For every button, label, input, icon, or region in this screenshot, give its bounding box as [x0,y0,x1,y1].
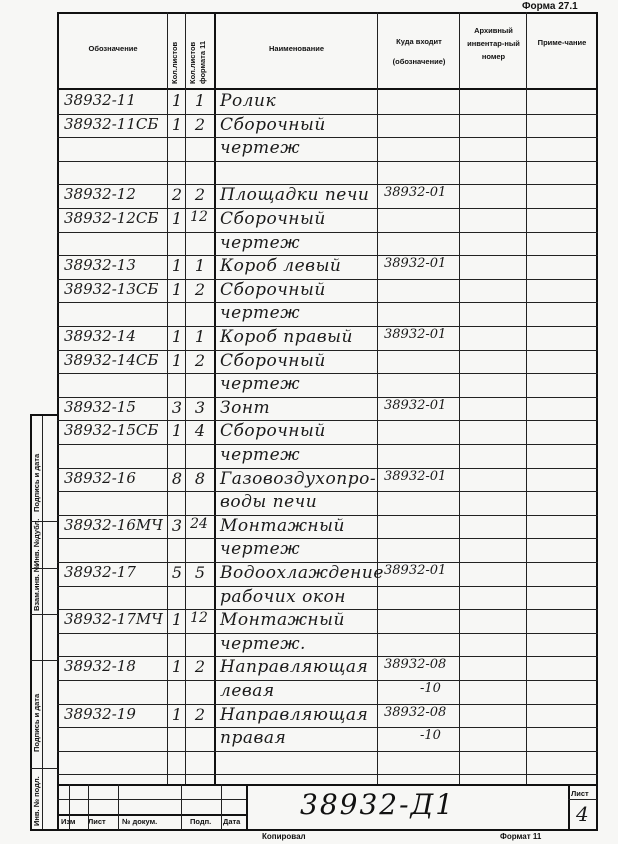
row-line [57,444,598,445]
row-sheets: 5 [171,563,183,582]
header-sheets: Кол.листов [170,41,179,84]
row-line [57,302,598,303]
col-line-6 [526,12,527,784]
row-designation: 38932-11СБ [64,114,159,133]
row-line [57,538,598,539]
header-bottom-line [57,88,598,90]
row-format-sheets: 2 [194,704,206,724]
row-sheets: 1 [171,350,183,370]
row-name: Короб правый [220,327,353,347]
margin-repl-inv: Взам.инв. № [32,563,41,611]
row-designation: 38932-19 [64,704,136,723]
row-line [57,727,598,728]
margin-inv-orig: Инв. № подл. [32,776,41,826]
tb-col-4 [181,784,182,830]
tb-col-7 [568,784,570,830]
row-sheets: 1 [171,114,183,134]
row-line [57,751,598,752]
row-format-sheets: 2 [194,185,206,205]
row-line [57,633,598,634]
col-line-4 [377,12,378,784]
row-line [57,232,598,233]
row-sheets: 1 [171,704,183,724]
frame-top [57,12,598,14]
row-designation: 38932-17МЧ [64,610,163,629]
row-name: чертеж [220,539,301,560]
header-used-in: Куда входит (обозначение) [392,37,446,66]
row-sheets: 1 [171,279,183,299]
frame-bottom [57,829,598,831]
margin-sep-3 [30,614,58,615]
row-format-sheets: 2 [194,350,206,370]
row-format-sheets: 2 [194,114,206,134]
row-name: Сборочный [220,114,326,135]
row-sheets: 1 [171,91,183,110]
margin-inv-dup: Инв. №дубл. [32,518,41,566]
row-name: Направляющая [220,704,369,725]
row-name: Газовоздухопро- [220,468,377,489]
row-used-in: 38932-01 [384,256,447,272]
row-name: Сборочный [220,350,326,371]
header-note: Приме-чание [537,38,587,47]
row-used-in: 38932-01 [384,185,447,201]
row-designation: 38932-14 [64,327,136,345]
row-name: Сборочный [220,209,326,229]
row-name: Направляющая [220,657,369,678]
row-designation: 38932-11 [64,91,136,109]
row-line [57,397,598,398]
row-line [57,137,598,138]
row-sheets: 1 [171,327,183,346]
row-sheets: 2 [171,185,183,205]
footer-format: Формат 11 [500,832,542,841]
row-name: Площадки печи [220,185,370,206]
row-name: Сборочный [220,421,326,442]
title-block-top [57,784,598,786]
header-name: Наименование [268,44,325,53]
tb-label-docnum: № докум. [122,817,158,826]
row-name: рабочих окон [220,586,346,607]
row-used-in: 38932-01 [384,563,447,578]
row-name: воды печи [220,492,318,513]
sheet-label: Лист [571,789,589,798]
tb-label-date: Дата [223,817,241,826]
row-sheets: 1 [171,209,183,228]
row-sheets: 8 [171,468,183,488]
footer-copied: Копировал [262,832,306,841]
row-designation: 38932-16 [64,468,136,487]
row-designation: 38932-14СБ [64,350,159,369]
row-used-in: 38932-01 [384,397,447,413]
row-designation: 38932-13 [64,256,136,275]
row-format-sheets: 4 [194,421,206,441]
row-name: чертеж [220,232,301,253]
margin-sig-date-2: Подпись и дата [32,693,41,752]
sheet-number: 4 [576,802,589,826]
row-format-sheets: 1 [194,91,206,110]
row-name: Водоохлаждение [220,563,384,583]
form-label: Форма 27.1 [522,1,578,12]
margin-sig-date-1: Подпись и дата [32,453,41,512]
row-name: чертеж [220,303,301,324]
row-used-in: 38932-08 [384,704,447,720]
row-sheets: 1 [171,657,183,677]
row-line [57,680,598,681]
row-used-in: -10 [420,681,441,696]
margin-sep-5 [30,768,58,769]
col-line-3 [214,12,216,784]
row-designation: 38932-18 [64,657,136,676]
row-name: чертеж [220,445,301,465]
row-sheets: 1 [171,421,183,441]
tb-col-5 [221,784,222,830]
col-line-5 [459,12,460,784]
tb-sheet-sep [568,799,597,800]
row-format-sheets: 1 [194,256,206,276]
row-format-sheets: 2 [194,279,206,299]
row-sheets: 1 [171,256,183,276]
row-used-in: 38932-08 [384,657,447,673]
row-designation: 38932-15СБ [64,421,159,440]
row-name: чертеж. [220,633,306,654]
row-line [57,491,598,492]
header-format: Кол.листов [188,41,197,84]
row-designation: 38932-15 [64,397,136,416]
row-sheets: 3 [171,397,183,417]
row-line [57,161,598,162]
title-block-mid-2 [57,814,247,816]
row-format-sheets: 1 [194,327,206,346]
margin-sep-4 [30,660,58,661]
row-name: Короб левый [220,256,342,277]
tb-col-3 [118,784,119,830]
header-archive: Архивный инвентар-ный номер [467,26,520,61]
row-used-in: 38932-01 [384,468,447,484]
row-name: чертеж [220,374,301,395]
row-format-sheets: 3 [194,397,206,417]
row-name: Монтажный [220,610,345,631]
row-name: чертеж [220,138,301,159]
row-format-sheets: 8 [194,468,206,488]
tb-label-sheet: Лист [88,817,106,826]
row-designation: 38932-12СБ [64,209,159,227]
document-code: 38932-Д1 [300,788,456,821]
row-name: левая [220,681,275,701]
title-block-mid-1 [57,799,247,800]
margin-top-line [30,414,58,416]
row-name: Сборочный [220,279,326,300]
row-line [57,774,598,775]
row-format-sheets: 12 [190,610,208,627]
row-sheets: 1 [171,610,183,630]
row-used-in: -10 [420,728,441,744]
header-format-2: формата 11 [198,40,207,84]
header-designation: Обозначение [88,44,138,53]
row-designation: 38932-13СБ [64,279,159,298]
row-format-sheets: 2 [194,657,206,677]
tb-label-sign: Подп. [190,817,212,826]
row-name: правая [220,728,287,749]
row-designation: 38932-12 [64,185,136,204]
row-designation: 38932-16МЧ [64,515,163,534]
row-designation: 38932-17 [64,563,136,581]
tb-label-change: Изм [61,817,76,826]
row-name: Ролик [220,91,277,111]
row-used-in: 38932-01 [384,327,447,342]
row-sheets: 3 [171,515,183,535]
row-format-sheets: 5 [194,563,206,582]
tb-col-6 [246,784,248,830]
row-line [57,373,598,374]
row-name: Зонт [220,397,271,418]
row-format-sheets: 24 [190,515,208,532]
margin-bottom-line [30,829,58,831]
row-name: Монтажный [220,515,345,536]
row-format-sheets: 12 [190,209,208,225]
